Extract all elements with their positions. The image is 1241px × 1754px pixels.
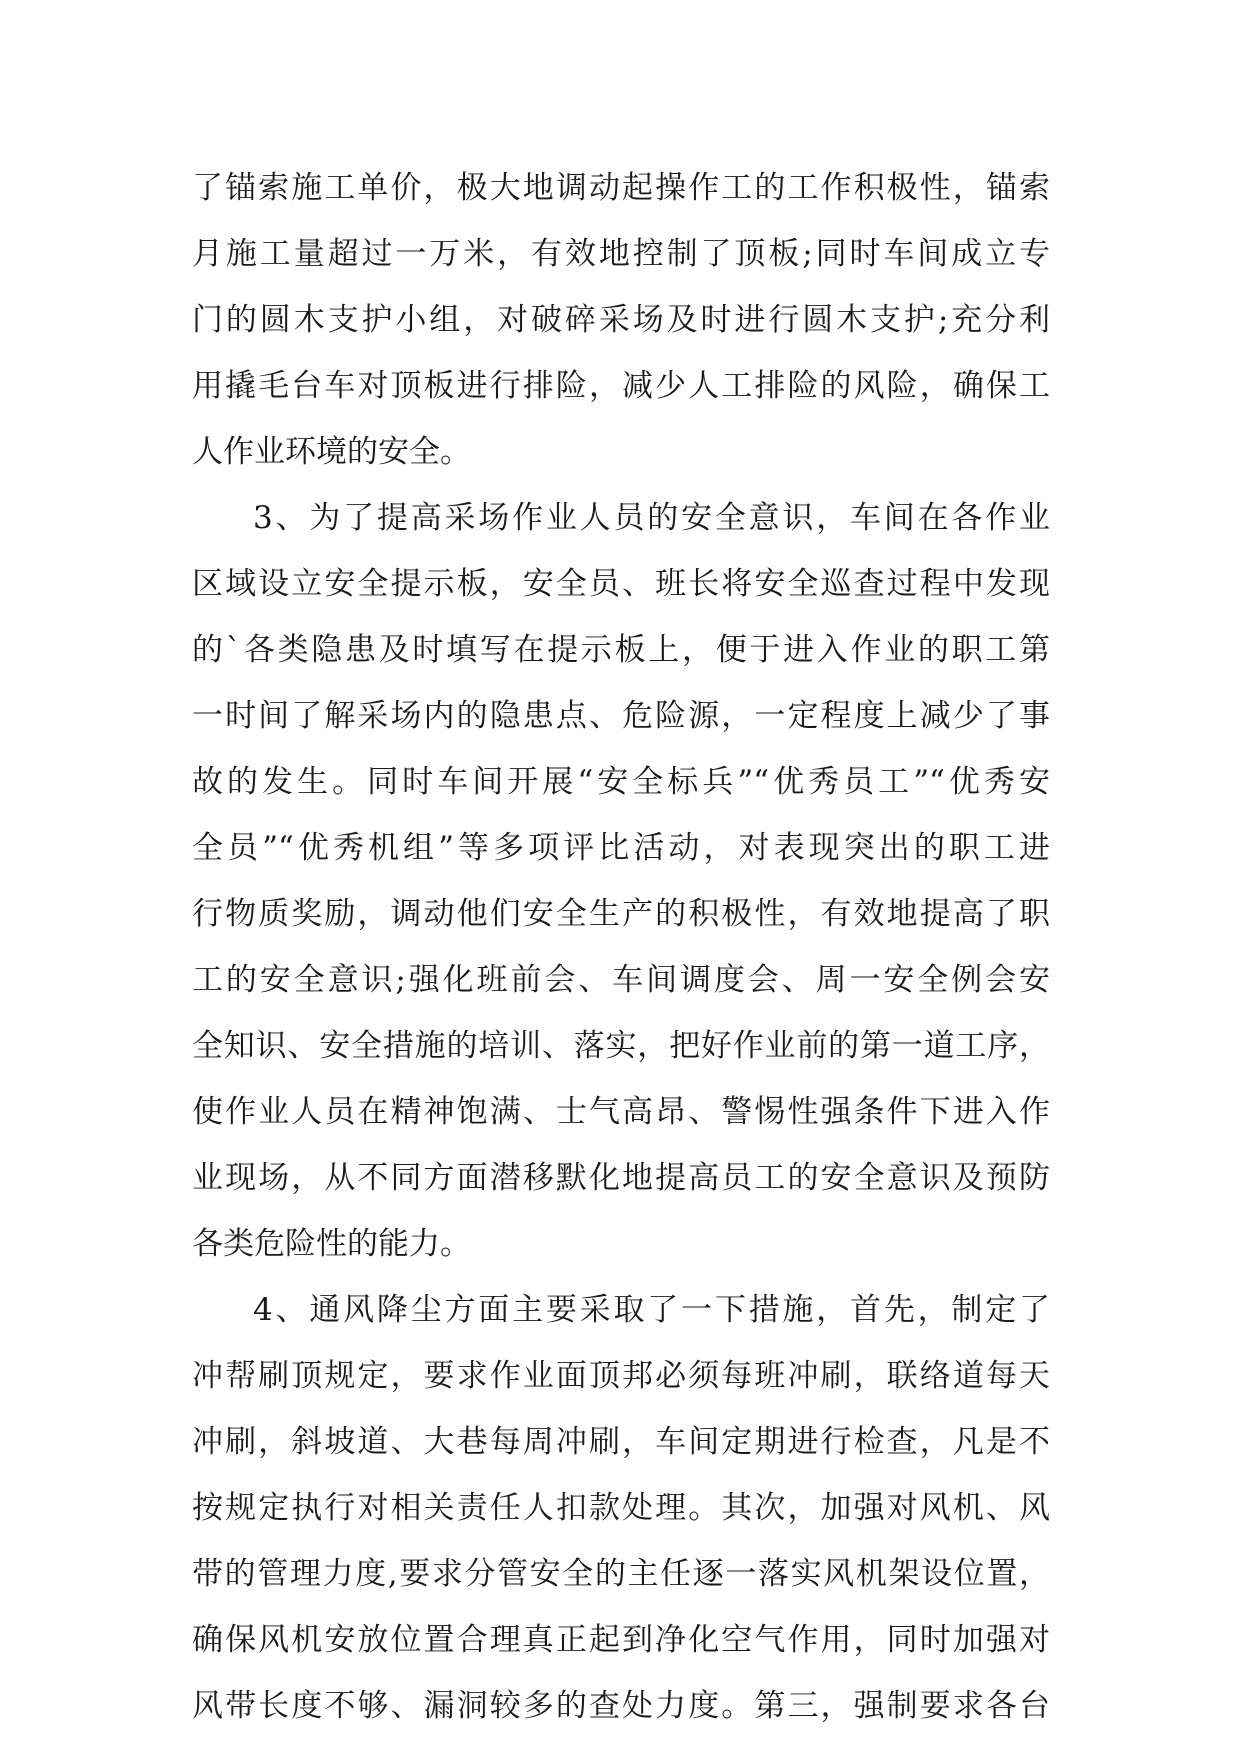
text-line: 各类危险性的能力。 xyxy=(192,1226,471,1262)
text-line: 3、为了提高采场作业人员的安全意识，车间在各作业 xyxy=(253,500,1050,536)
text-line: 故的发生。同时车间开展“安全标兵”“优秀员工”“优秀安 xyxy=(192,764,1050,800)
text-line: 按规定执行对相关责任人扣款处理。其次，加强对风机、风 xyxy=(192,1490,1050,1526)
text-line: 冲帮刷顶规定，要求作业面顶邦必须每班冲刷，联络道每天 xyxy=(192,1358,1050,1394)
text-line: 冲刷，斜坡道、大巷每周冲刷，车间定期进行检查，凡是不 xyxy=(192,1424,1050,1460)
text-line: 门的圆木支护小组，对破碎采场及时进行圆木支护;充分利 xyxy=(192,302,1050,338)
paragraph-1 xyxy=(192,155,1050,485)
paragraph-3 xyxy=(192,1277,1050,1739)
text-line: 全员”“优秀机组”等多项评比活动，对表现突出的职工进 xyxy=(192,830,1050,866)
text-line: 区域设立安全提示板，安全员、班长将安全巡查过程中发现 xyxy=(192,566,1050,602)
paragraph-2 xyxy=(192,485,1050,1277)
text-line: 业现场，从不同方面潜移默化地提高员工的安全意识及预防 xyxy=(192,1160,1050,1196)
text-line: 人作业环境的安全。 xyxy=(192,434,471,470)
document-body xyxy=(192,155,1050,1739)
text-line: 的`各类隐患及时填写在提示板上，便于进入作业的职工第 xyxy=(192,632,1050,668)
text-line: 风带长度不够、漏洞较多的查处力度。第三，强制要求各台 xyxy=(192,1688,1050,1724)
text-line: 4、通风降尘方面主要采取了一下措施，首先，制定了 xyxy=(253,1292,1050,1328)
text-line: 全知识、安全措施的培训、落实，把好作业前的第一道工序， xyxy=(192,1028,1050,1064)
text-line: 带的管理力度,要求分管安全的主任逐一落实风机架设位置， xyxy=(192,1556,1050,1592)
text-line: 工的安全意识;强化班前会、车间调度会、周一安全例会安 xyxy=(192,962,1050,998)
text-line: 了锚索施工单价，极大地调动起操作工的工作积极性，锚索 xyxy=(192,170,1050,206)
text-line: 使作业人员在精神饱满、士气高昂、警惕性强条件下进入作 xyxy=(192,1094,1050,1130)
text-line: 月施工量超过一万米，有效地控制了顶板;同时车间成立专 xyxy=(192,236,1050,272)
text-line: 行物质奖励，调动他们安全生产的积极性，有效地提高了职 xyxy=(192,896,1050,932)
text-line: 确保风机安放位置合理真正起到净化空气作用，同时加强对 xyxy=(192,1622,1050,1658)
text-line: 一时间了解采场内的隐患点、危险源，一定程度上减少了事 xyxy=(192,698,1050,734)
text-line: 用撬毛台车对顶板进行排险，减少人工排险的风险，确保工 xyxy=(192,368,1050,404)
